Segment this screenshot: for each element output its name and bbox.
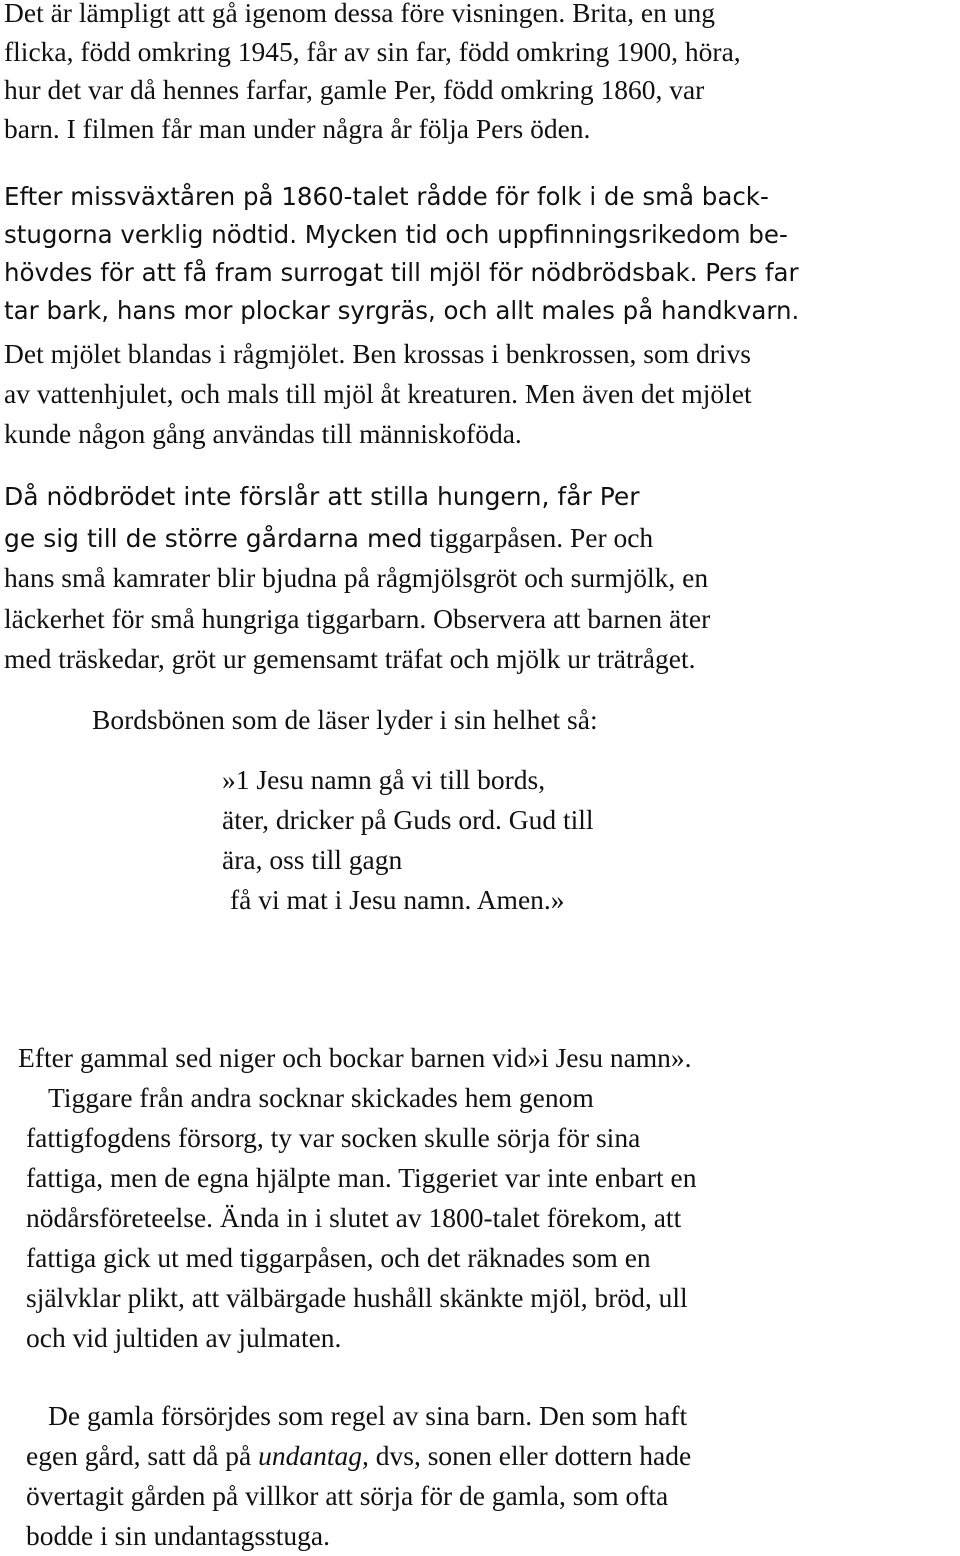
text-line: självklar plikt, att välbärgade hushåll skänkte mjöl, bröd, ull <box>26 1282 688 1313</box>
text-line: De gamla försörjdes som regel av sina barn. Den som haft <box>48 1400 688 1431</box>
prayer-verse <box>222 760 594 920</box>
text-line: med träskedar, gröt ur gemensamt träfat och mjölk ur trätråget. <box>4 643 696 674</box>
text-line: få vi mat i Jesu namn. Amen.» <box>230 884 565 915</box>
text-line: hövdes för att få fram surrogat till mjöl för nödbrödsbak. Pers far <box>4 258 799 287</box>
text-line: läckerhet för små hungriga tiggarbarn. Observera att barnen äter <box>4 602 711 634</box>
text-run: tiggarpåsen. Per och <box>422 522 654 553</box>
paragraph-begging <box>4 476 653 559</box>
text-line: fattiga gick ut med tiggarpåsen, och det räknades som en <box>26 1242 651 1273</box>
text-run-italic: undantag, <box>258 1440 369 1471</box>
text-line: hans små kamrater blir bjudna på rågmjölsgröt och surmjölk, en <box>4 562 709 593</box>
text-line: fattiga, men de egna hjälpte man. Tiggeriet var inte enbart en <box>26 1162 697 1193</box>
text-line: Bordsbönen som de läser lyder i sin helhet så: <box>92 704 598 735</box>
text-line: Det mjölet blandas i rågmjölet. Ben krossas i benkrossen, som drivs <box>4 338 751 369</box>
text-run: egen gård, satt då på <box>26 1440 259 1471</box>
text-line: ära, oss till gagn <box>222 844 403 875</box>
text-line: Tiggare från andra socknar skickades hem genom <box>48 1082 594 1113</box>
text-line: flicka, född omkring 1945, får av sin far, född omkring 1900, höra, <box>4 35 741 67</box>
prayer-intro <box>92 700 598 740</box>
paragraph-custom <box>18 1038 692 1078</box>
paragraph-intro <box>4 0 741 148</box>
text-line: äter, dricker på Guds ord. Gud till <box>222 804 594 835</box>
text-line: hur det var då hennes farfar, gamle Per, född omkring 1860, var <box>4 74 705 105</box>
text-line: »1 Jesu namn gå vi till bords, <box>222 764 546 795</box>
text-run: ge sig till de större gårdarna med <box>4 524 423 553</box>
text-line: tar bark, hans mor plockar syrgräs, och allt males på handkvarn. <box>4 296 800 325</box>
text-line: och vid jultiden av julmaten. <box>26 1322 342 1353</box>
text-line: Då nödbrödet inte förslår att stilla hungern, får Per <box>4 482 640 511</box>
paragraph-famine-serif <box>4 334 752 454</box>
paragraph-begging-cont <box>4 558 710 680</box>
text-line: barn. I filmen får man under några år följa Pers öden. <box>4 112 591 144</box>
text-line: nödårsföreteelse. Ända in i slutet av 1800-talet förekom, att <box>26 1202 682 1233</box>
text-line: stugorna verklig nödtid. Mycken tid och uppfinningsrikedom be- <box>4 220 788 249</box>
text-line: övertagit gården på villkor att sörja för de gamla, som ofta <box>26 1480 669 1511</box>
text-line: av vattenhjulet, och mals till mjöl åt kreaturen. Men även det mjölet <box>4 378 752 409</box>
text-line-mixed <box>4 517 653 559</box>
paragraph-poor-relief <box>26 1078 696 1358</box>
text-line: kunde någon gång användas till människoföda. <box>4 418 522 449</box>
text-line-mixed <box>26 1436 691 1476</box>
text-line: Efter missväxtåren på 1860-talet rådde för folk i de små back- <box>4 182 769 211</box>
text-run: dvs, sonen eller dottern hade <box>368 1440 692 1471</box>
text-line: fattigfogdens försorg, ty var socken skulle sörja för sina <box>26 1122 641 1153</box>
paragraph-elderly <box>26 1396 691 1556</box>
text-line: bodde i sin undantagsstuga. <box>26 1520 330 1551</box>
text-line: Efter gammal sed niger och bockar barnen vid»i Jesu namn». <box>18 1042 692 1073</box>
text-line: Det är lämpligt att gå igenom dessa före visningen. Brita, en ung <box>4 0 715 28</box>
paragraph-famine-sans <box>4 178 799 330</box>
